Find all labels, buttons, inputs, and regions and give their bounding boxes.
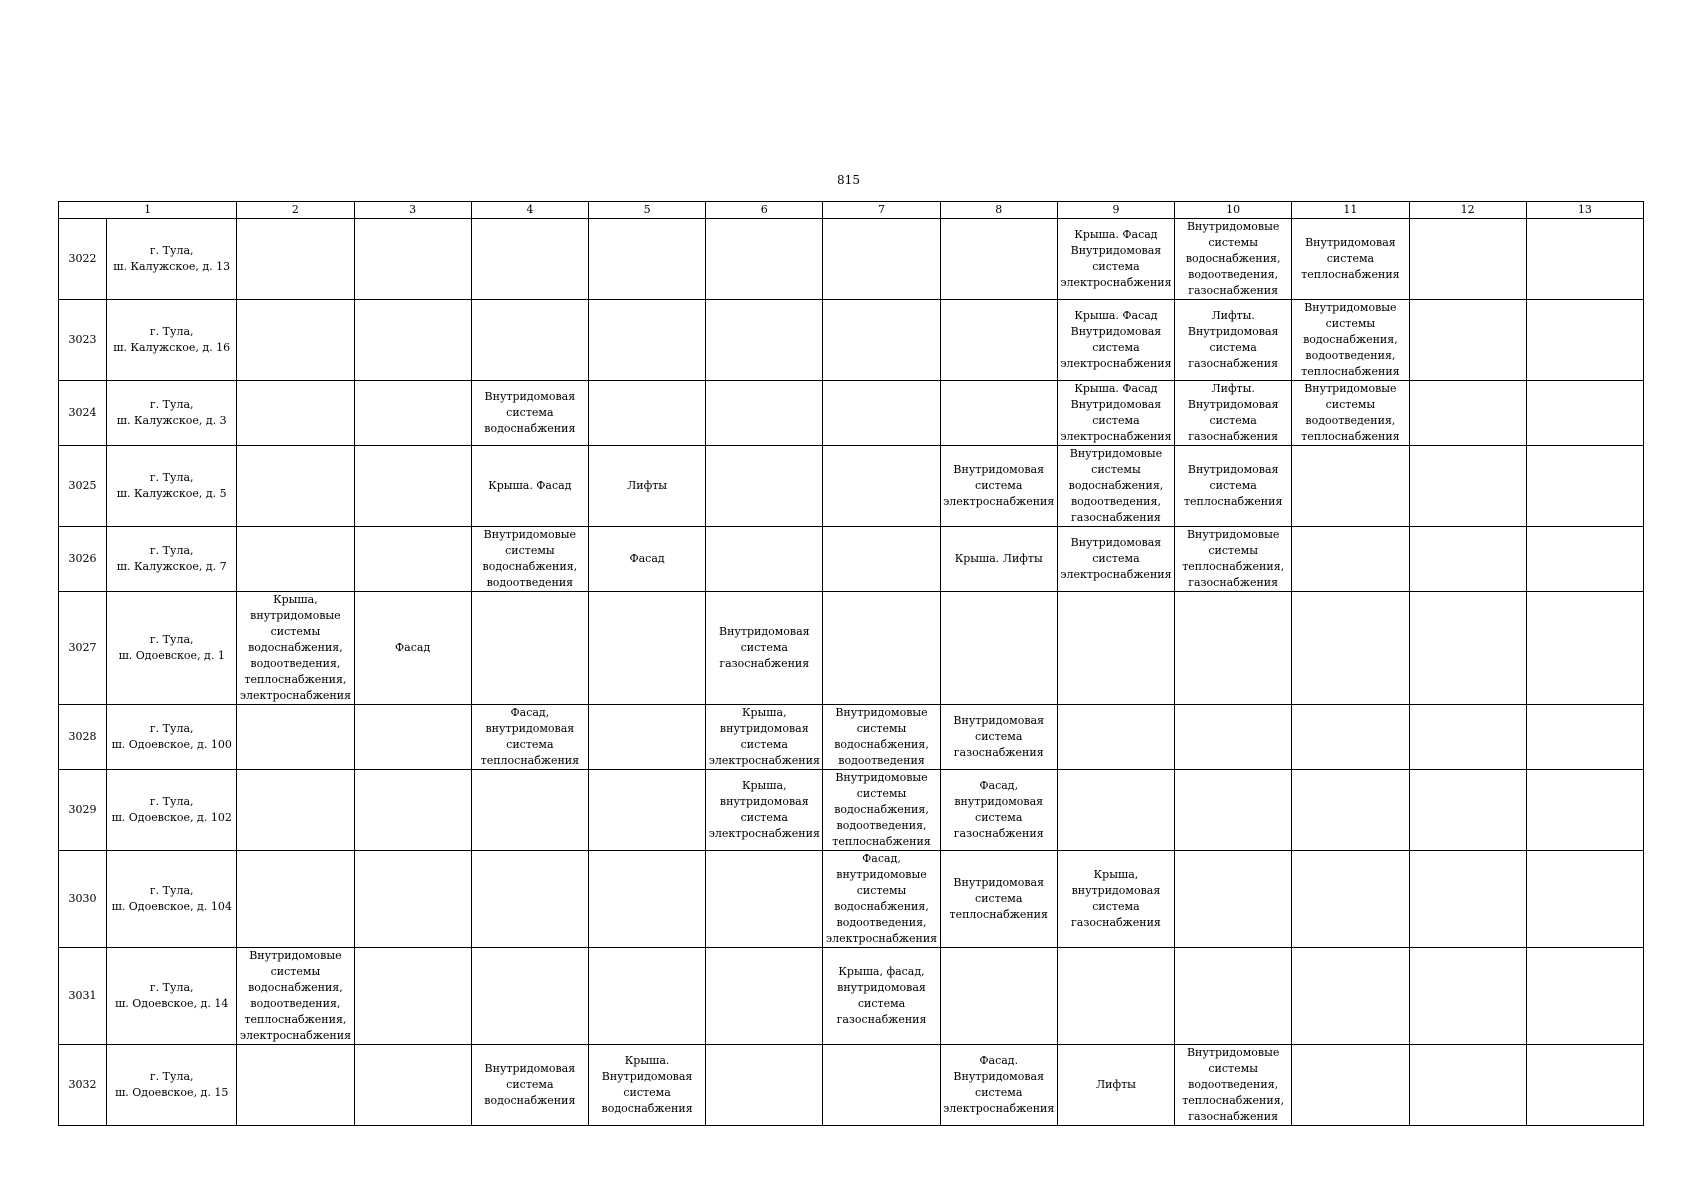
work-cell (588, 219, 705, 300)
work-cell (823, 1045, 940, 1126)
row-number: 3030 (59, 851, 107, 948)
row-number: 3028 (59, 705, 107, 770)
work-cell (1175, 592, 1292, 705)
work-cell: Лифты (1057, 1045, 1174, 1126)
work-cell: Внутридомовые системы водоотведения, теплоснабжения (1292, 381, 1409, 446)
work-cell: Внутридомовые системы теплоснабжения, газоснабжения (1175, 527, 1292, 592)
work-cell (237, 851, 354, 948)
work-cell (706, 1045, 823, 1126)
column-header: 8 (940, 202, 1057, 219)
column-header: 5 (588, 202, 705, 219)
address-cell: г. Тула, ш. Калужское, д. 16 (107, 300, 237, 381)
table-row (59, 219, 1644, 300)
work-cell (471, 592, 588, 705)
work-cell (588, 948, 705, 1045)
work-cell (1409, 770, 1526, 851)
row-number: 3024 (59, 381, 107, 446)
work-cell: Крыша, внутридомовая система газоснабжения (1057, 851, 1174, 948)
column-header: 9 (1057, 202, 1174, 219)
work-cell: Крыша. Внутридомовая система водоснабжения (588, 1045, 705, 1126)
work-cell: Внутридомовая система электроснабжения (1057, 527, 1174, 592)
work-cell (1175, 948, 1292, 1045)
work-cell (1175, 851, 1292, 948)
work-cell: Фасад, внутридомовая система теплоснабжения (471, 705, 588, 770)
work-cell (823, 300, 940, 381)
column-header: 7 (823, 202, 940, 219)
work-cell (1526, 300, 1643, 381)
work-cell: Внутридомовые системы водоснабжения, водоотведения, теплоснабжения (1292, 300, 1409, 381)
work-cell (237, 300, 354, 381)
work-cell: Внутридомовые системы водоснабжения, водоотведения, газоснабжения (1175, 219, 1292, 300)
address-cell: г. Тула, ш. Калужское, д. 5 (107, 446, 237, 527)
work-cell: Внутридомовая система электроснабжения (940, 446, 1057, 527)
work-cell (1057, 592, 1174, 705)
work-cell (1409, 446, 1526, 527)
work-cell: Внутридомовые системы водоотведения, теплоснабжения, газоснабжения (1175, 1045, 1292, 1126)
work-cell (1409, 705, 1526, 770)
work-cell (1526, 446, 1643, 527)
row-number: 3022 (59, 219, 107, 300)
work-cell (1292, 948, 1409, 1045)
column-header: 4 (471, 202, 588, 219)
work-cell: Фасад. Внутридомовая система электроснабжения (940, 1045, 1057, 1126)
work-cell (940, 381, 1057, 446)
work-cell: Внутридомовая система водоснабжения (471, 1045, 588, 1126)
work-cell: Внутридомовая система теплоснабжения (1292, 219, 1409, 300)
address-cell: г. Тула, ш. Одоевское, д. 14 (107, 948, 237, 1045)
table-row (59, 300, 1644, 381)
work-cell (588, 381, 705, 446)
table-row (59, 851, 1644, 948)
work-cell (706, 300, 823, 381)
work-cell (354, 1045, 471, 1126)
work-cell (823, 592, 940, 705)
work-cell (1057, 770, 1174, 851)
row-number: 3031 (59, 948, 107, 1045)
address-cell: г. Тула, ш. Одоевское, д. 15 (107, 1045, 237, 1126)
address-cell: г. Тула, ш. Одоевское, д. 1 (107, 592, 237, 705)
work-cell (354, 300, 471, 381)
work-cell (1526, 381, 1643, 446)
work-cell (237, 705, 354, 770)
work-cell: Внутридомовые системы водоснабжения, водоотведения (471, 527, 588, 592)
work-cell (471, 300, 588, 381)
column-header: 11 (1292, 202, 1409, 219)
address-cell: г. Тула, ш. Калужское, д. 3 (107, 381, 237, 446)
work-cell (588, 300, 705, 381)
work-cell (1292, 446, 1409, 527)
table-row (59, 1045, 1644, 1126)
work-cell (1409, 381, 1526, 446)
work-cell (1409, 851, 1526, 948)
address-cell: г. Тула, ш. Калужское, д. 13 (107, 219, 237, 300)
page-number: 815 (837, 173, 860, 187)
repair-schedule-table (58, 201, 1644, 1126)
work-cell: Лифты (588, 446, 705, 527)
table-row (59, 381, 1644, 446)
column-header: 10 (1175, 202, 1292, 219)
work-cell (1526, 705, 1643, 770)
work-cell (354, 527, 471, 592)
work-cell: Лифты. Внутридомовая система газоснабжения (1175, 300, 1292, 381)
work-cell (1292, 527, 1409, 592)
table-row (59, 705, 1644, 770)
work-cell (706, 527, 823, 592)
work-cell: Крыша. Фасад Внутридомовая система электроснабжения (1057, 300, 1174, 381)
column-header: 3 (354, 202, 471, 219)
work-cell (1409, 592, 1526, 705)
work-cell (237, 527, 354, 592)
table-row (59, 446, 1644, 527)
row-number: 3032 (59, 1045, 107, 1126)
column-header: 1 (59, 202, 237, 219)
work-cell: Крыша, внутридомовые системы водоснабжения, водоотведения, теплоснабжения, электроснабжения (237, 592, 354, 705)
header-row (59, 202, 1644, 219)
work-cell: Крыша, фасад, внутридомовая система газоснабжения (823, 948, 940, 1045)
work-cell (588, 851, 705, 948)
work-cell (1057, 705, 1174, 770)
work-cell (588, 770, 705, 851)
work-cell (706, 948, 823, 1045)
column-header: 6 (706, 202, 823, 219)
work-cell (823, 381, 940, 446)
work-cell (471, 948, 588, 1045)
row-number: 3029 (59, 770, 107, 851)
work-cell (706, 446, 823, 527)
work-cell (354, 851, 471, 948)
work-cell (1526, 1045, 1643, 1126)
work-cell (354, 381, 471, 446)
column-header: 2 (237, 202, 354, 219)
work-cell (1292, 1045, 1409, 1126)
work-cell (940, 219, 1057, 300)
work-cell (588, 705, 705, 770)
work-cell (471, 219, 588, 300)
work-cell (1526, 770, 1643, 851)
work-cell: Крыша. Фасад Внутридомовая система электроснабжения (1057, 219, 1174, 300)
column-header: 12 (1409, 202, 1526, 219)
address-cell: г. Тула, ш. Одоевское, д. 102 (107, 770, 237, 851)
work-cell: Внутридомовые системы водоснабжения, водоотведения, теплоснабжения, электроснабжения (237, 948, 354, 1045)
row-number: 3027 (59, 592, 107, 705)
work-cell (706, 219, 823, 300)
work-cell (354, 948, 471, 1045)
work-cell: Внутридомовая система газоснабжения (940, 705, 1057, 770)
work-cell (706, 381, 823, 446)
work-cell (940, 300, 1057, 381)
work-cell (588, 592, 705, 705)
work-cell (823, 219, 940, 300)
work-cell: Крыша, внутридомовая система электроснабжения (706, 770, 823, 851)
row-number: 3025 (59, 446, 107, 527)
column-header: 13 (1526, 202, 1643, 219)
work-cell (1526, 592, 1643, 705)
work-cell: Внутридомовая система водоснабжения (471, 381, 588, 446)
work-cell (940, 592, 1057, 705)
work-cell: Крыша. Лифты (940, 527, 1057, 592)
work-cell: Лифты. Внутридомовая система газоснабжения (1175, 381, 1292, 446)
work-cell: Фасад (354, 592, 471, 705)
row-number: 3023 (59, 300, 107, 381)
work-cell: Крыша, внутридомовая система электроснабжения (706, 705, 823, 770)
work-cell (1409, 219, 1526, 300)
table-row (59, 592, 1644, 705)
work-cell: Внутридомовая система теплоснабжения (940, 851, 1057, 948)
work-cell (1175, 770, 1292, 851)
work-cell (471, 851, 588, 948)
work-cell: Фасад, внутридомовые системы водоснабжения, водоотведения, электроснабжения (823, 851, 940, 948)
work-cell (354, 705, 471, 770)
work-cell: Внутридомовая система теплоснабжения (1175, 446, 1292, 527)
work-cell (237, 446, 354, 527)
work-cell: Крыша. Фасад (471, 446, 588, 527)
work-cell: Фасад (588, 527, 705, 592)
table-row (59, 770, 1644, 851)
address-cell: г. Тула, ш. Одоевское, д. 104 (107, 851, 237, 948)
work-cell: Внутридомовая система газоснабжения (706, 592, 823, 705)
work-cell (940, 948, 1057, 1045)
work-cell (1175, 705, 1292, 770)
work-cell (237, 770, 354, 851)
work-cell (706, 851, 823, 948)
work-cell (1409, 948, 1526, 1045)
work-cell (354, 770, 471, 851)
row-number: 3026 (59, 527, 107, 592)
work-cell (1409, 1045, 1526, 1126)
work-cell: Внутридомовые системы водоснабжения, водоотведения, газоснабжения (1057, 446, 1174, 527)
work-cell (1292, 770, 1409, 851)
work-cell: Внутридомовые системы водоснабжения, водоотведения, теплоснабжения (823, 770, 940, 851)
work-cell (237, 219, 354, 300)
work-cell (1526, 527, 1643, 592)
work-cell (1292, 851, 1409, 948)
address-cell: г. Тула, ш. Калужское, д. 7 (107, 527, 237, 592)
work-cell (1409, 527, 1526, 592)
work-cell: Фасад, внутридомовая система газоснабжения (940, 770, 1057, 851)
work-cell: Внутридомовые системы водоснабжения, водоотведения (823, 705, 940, 770)
work-cell (471, 770, 588, 851)
work-cell (1292, 592, 1409, 705)
work-cell: Крыша. Фасад Внутридомовая система электроснабжения (1057, 381, 1174, 446)
work-cell (1526, 851, 1643, 948)
work-cell (1409, 300, 1526, 381)
address-cell: г. Тула, ш. Одоевское, д. 100 (107, 705, 237, 770)
work-cell (237, 1045, 354, 1126)
work-cell (354, 446, 471, 527)
work-cell (823, 527, 940, 592)
table-row (59, 948, 1644, 1045)
work-cell (1292, 705, 1409, 770)
work-cell (1526, 948, 1643, 1045)
work-cell (823, 446, 940, 527)
work-cell (237, 381, 354, 446)
table-row (59, 527, 1644, 592)
work-cell (1057, 948, 1174, 1045)
work-cell (354, 219, 471, 300)
work-cell (1526, 219, 1643, 300)
